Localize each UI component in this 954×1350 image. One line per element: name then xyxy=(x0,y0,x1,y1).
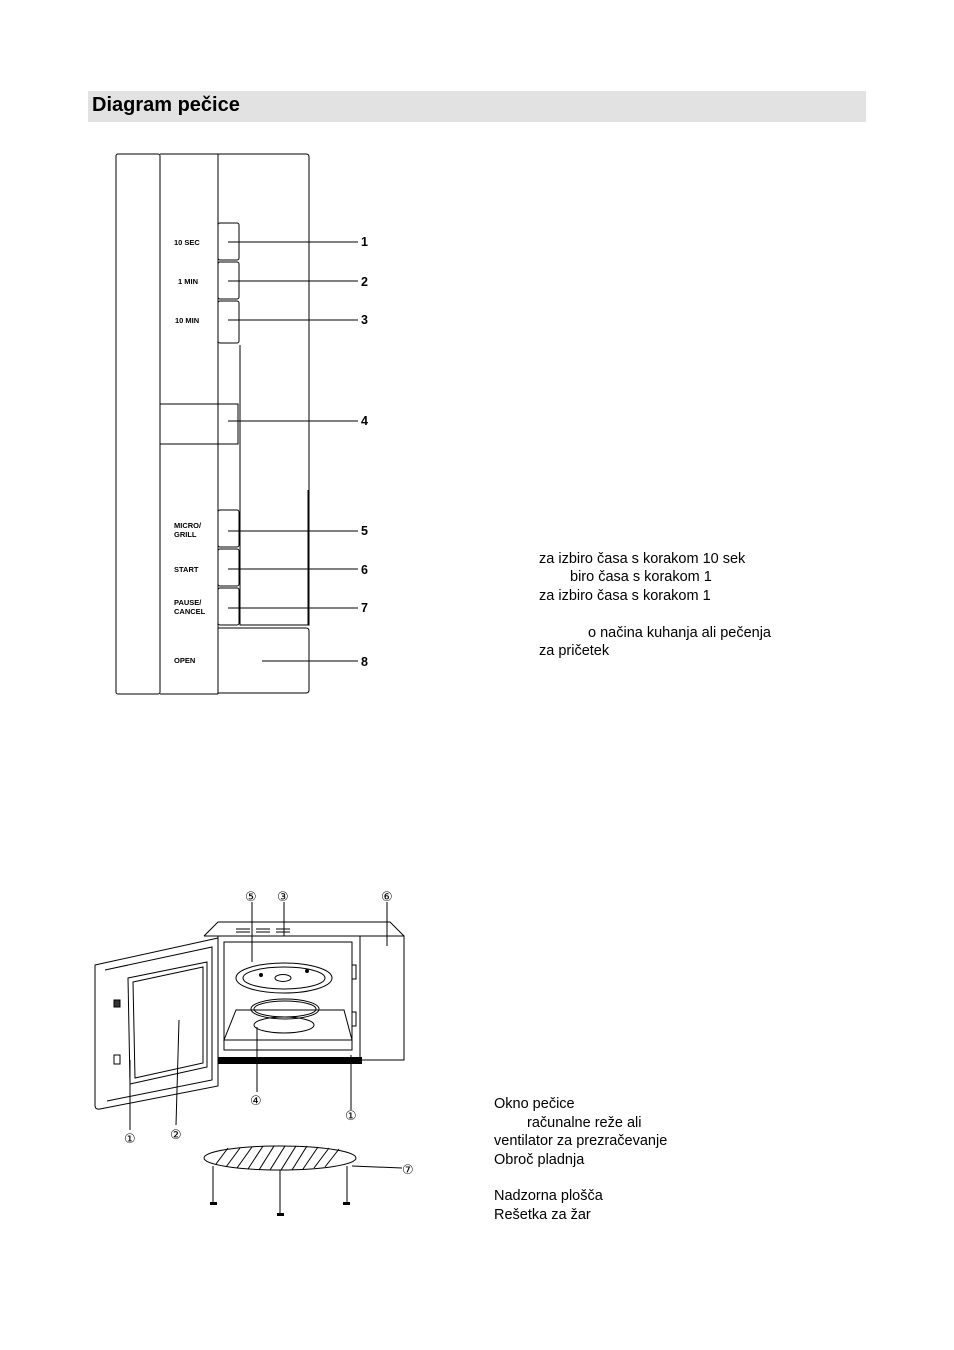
marker-3: ③ xyxy=(277,890,289,905)
oven-desc-window: Okno pečice xyxy=(494,1096,575,1112)
number-4: 4 xyxy=(361,414,368,428)
cabinet-top xyxy=(204,922,404,936)
number-8: 8 xyxy=(361,655,368,669)
marker-2: ② xyxy=(170,1128,182,1143)
number-3: 3 xyxy=(361,313,368,327)
control-desc-3: za izbiro časa s korakom 1 xyxy=(539,588,711,604)
oven-desc-vents: računalne reže ali xyxy=(527,1115,642,1131)
label-cancel: CANCEL xyxy=(174,607,206,616)
number-1: 1 xyxy=(361,235,368,249)
cavity-floor xyxy=(224,1010,352,1040)
oven-desc-panel: Nadzorna plošča xyxy=(494,1188,603,1204)
label-1min: 1 MIN xyxy=(178,277,199,286)
door-latch-bottom xyxy=(114,1055,120,1064)
control-panel-side xyxy=(360,936,404,1060)
oven-cavity-frame xyxy=(218,936,360,1060)
door-latch-top xyxy=(114,1000,120,1007)
label-10min: 10 MIN xyxy=(175,316,200,325)
roller-ring xyxy=(251,999,319,1019)
marker-1-right: ① xyxy=(345,1109,357,1124)
marker-1-left: ① xyxy=(124,1132,136,1147)
control-desc-1: za izbiro časa s korakom 10 sek xyxy=(539,551,746,567)
label-micro: MICRO/ xyxy=(174,521,202,530)
marker-5: ⑤ xyxy=(245,890,257,905)
control-desc-6: za pričetek xyxy=(539,643,610,659)
label-pause: PAUSE/ xyxy=(174,598,202,607)
oven-desc-rack: Rešetka za žar xyxy=(494,1207,591,1223)
label-start: START xyxy=(174,565,199,574)
label-open: OPEN xyxy=(174,656,196,665)
marker-6: ⑥ xyxy=(381,890,393,905)
cabinet-base xyxy=(218,1057,362,1064)
marker-4: ④ xyxy=(250,1094,262,1109)
label-grill: GRILL xyxy=(174,530,197,539)
number-7: 7 xyxy=(361,601,368,615)
number-5: 5 xyxy=(361,524,368,538)
number-2: 2 xyxy=(361,275,368,289)
label-10sec: 10 SEC xyxy=(174,238,200,247)
number-6: 6 xyxy=(361,563,368,577)
oven-desc-ring: Obroč pladnja xyxy=(494,1152,585,1168)
control-desc-2: biro časa s korakom 1 xyxy=(570,569,712,585)
oven-desc-fan: ventilator za prezračevanje xyxy=(494,1133,668,1149)
control-desc-5: o načina kuhanja ali pečenja xyxy=(588,625,771,641)
marker-7: ⑦ xyxy=(402,1163,414,1178)
page-title: Diagram pečice xyxy=(92,94,240,116)
